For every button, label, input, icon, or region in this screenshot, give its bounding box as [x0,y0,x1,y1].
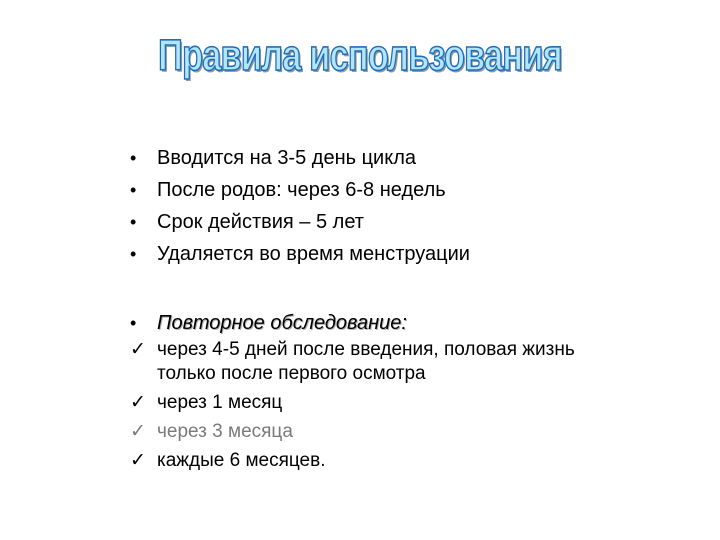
checkmark-icon: ✓ [130,450,146,471]
rule-text: Срок действия – 5 лет [157,211,364,233]
list-item [0,338,597,386]
bullet-icon: • [130,180,137,200]
bullet-icon: • [130,244,137,264]
bullet-icon: • [130,212,137,232]
list-item [0,391,597,415]
bullet-icon: • [130,313,137,333]
list-item [0,449,597,473]
list-item [0,420,597,444]
bullet-icon: • [130,148,137,168]
schedule-text: через 3 месяца [157,421,293,442]
rule-text: Удаляется во время менструации [157,243,470,265]
rule-text: Вводится на 3-5 день цикла [157,147,416,169]
checkmark-icon: ✓ [130,392,146,413]
checkmark-icon: ✓ [130,339,146,360]
exam-schedule-list [0,338,597,473]
checkmark-icon: ✓ [130,421,146,442]
exam-heading: Повторное обследование: [157,312,407,334]
schedule-text: через 4-5 дней после введения, половая жизнь только после первого осмотра [157,339,575,384]
slide-title: Правила использования [158,31,562,80]
schedule-text: через 1 месяц [157,392,283,413]
schedule-text: каждые 6 месяцев. [157,450,326,471]
rule-text: После родов: через 6-8 недель [157,179,446,201]
